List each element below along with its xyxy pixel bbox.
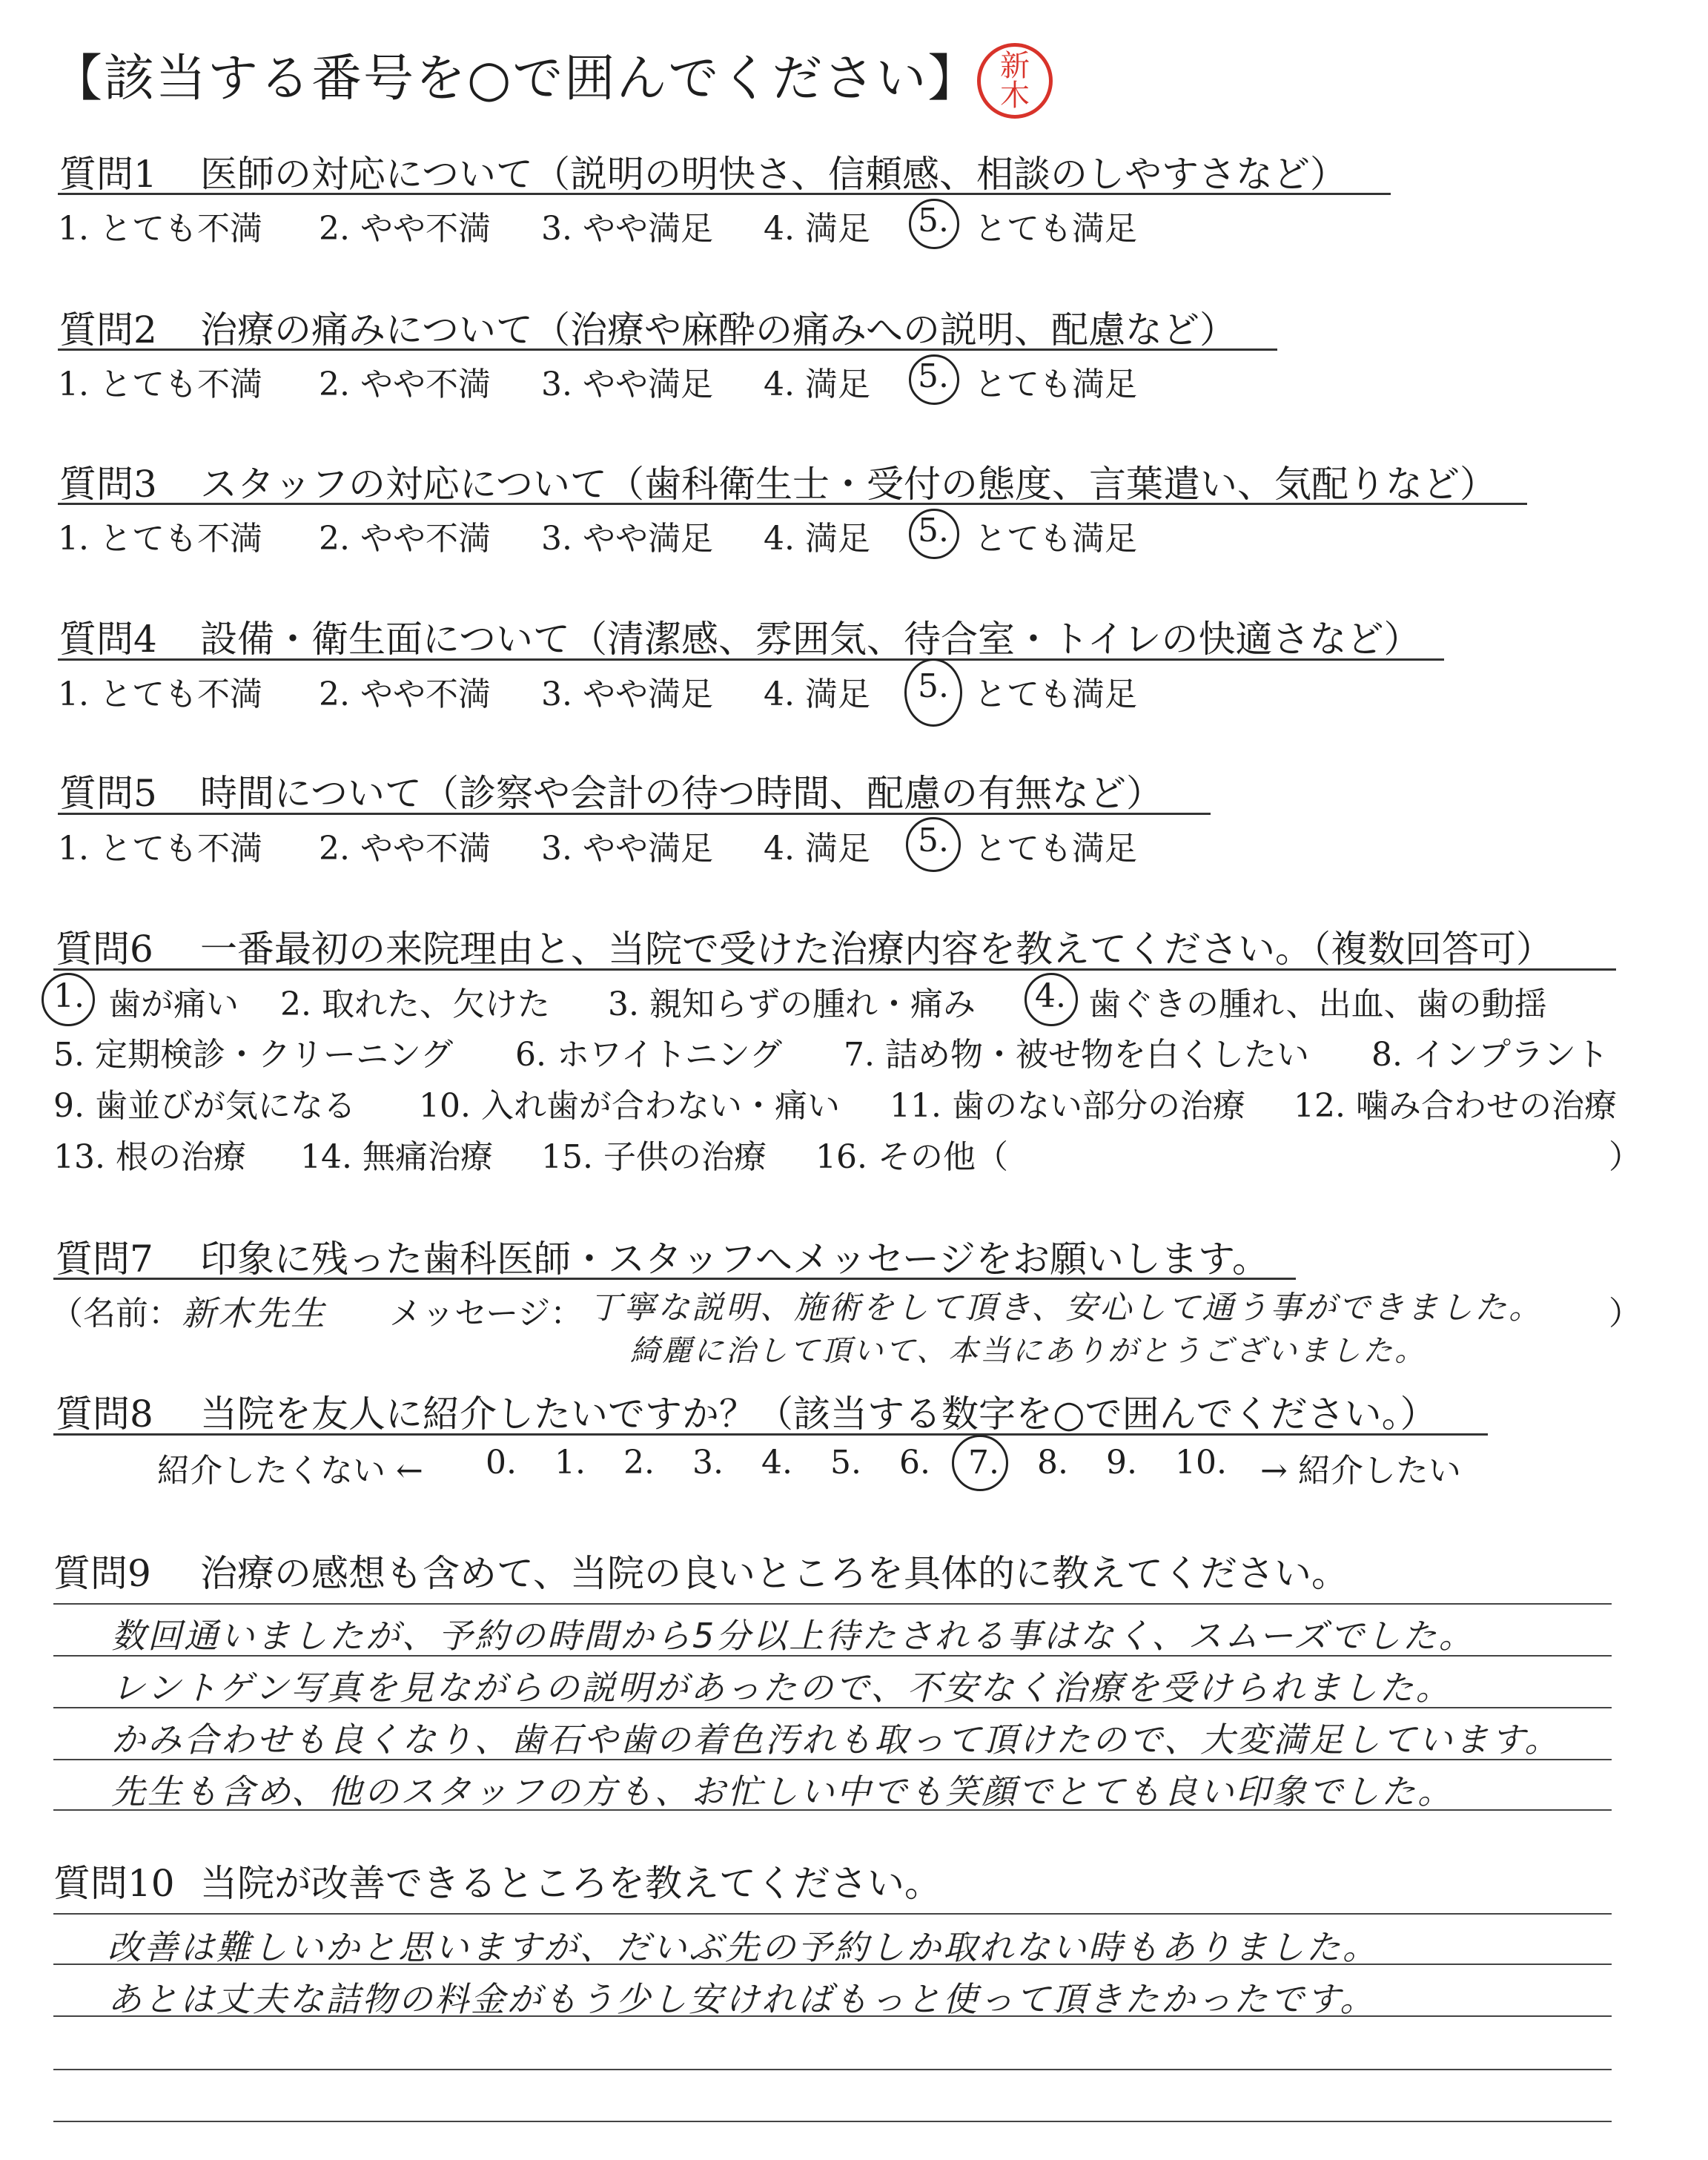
q8-scale-5[interactable]: 5. bbox=[830, 1444, 861, 1482]
q8-scale-8[interactable]: 8. bbox=[1037, 1444, 1068, 1482]
q6-opt12[interactable]: 12. 噛み合わせの治療 bbox=[1294, 1087, 1617, 1125]
q1-opt1[interactable]: 1. とても不満 bbox=[58, 210, 262, 248]
q2-opt5[interactable]: 5. bbox=[918, 357, 949, 395]
q6-label: 質問6 bbox=[56, 928, 153, 971]
q9-answer-1[interactable]: 数回通いましたが、予約の時間から5分以上待たされる事はなく、スムーズでした。 bbox=[111, 1616, 1475, 1656]
q4-opt1[interactable]: 1. とても不満 bbox=[58, 676, 262, 713]
seal-stamp bbox=[977, 43, 1053, 119]
q5-selected-circle bbox=[906, 817, 961, 872]
q7-label: 質問7 bbox=[56, 1238, 153, 1281]
q6-opt7[interactable]: 7. 詰め物・被せ物を白くしたい bbox=[844, 1036, 1309, 1074]
q4-opt2[interactable]: 2. やや不満 bbox=[319, 676, 491, 713]
q3-opt3[interactable]: 3. やや満足 bbox=[541, 520, 713, 558]
q8-scale-0[interactable]: 0. bbox=[486, 1444, 517, 1482]
q7-name-value[interactable]: 新木先生 bbox=[182, 1293, 327, 1333]
q6-opt14[interactable]: 14. 無痛治療 bbox=[300, 1138, 493, 1176]
q4-opt3[interactable]: 3. やや満足 bbox=[541, 676, 713, 713]
q2-opt1[interactable]: 1. とても不満 bbox=[58, 366, 262, 403]
q6-text: 一番最初の来院理由と、当院で受けた治療内容を教えてください。（複数回答可） bbox=[200, 928, 1553, 971]
q6-opt6[interactable]: 6. ホワイトニング bbox=[515, 1036, 783, 1074]
q4-label: 質問4 bbox=[59, 618, 157, 661]
q7-text: 印象に残った歯科医師・スタッフへメッセージをお願いします。 bbox=[200, 1238, 1269, 1281]
q2-opt5-label: とても満足 bbox=[974, 366, 1137, 403]
q7-message-line1[interactable]: 丁寧な説明、施術をして頂き、安心して通う事ができました。 bbox=[589, 1289, 1543, 1327]
q5-opt5[interactable]: 5. bbox=[918, 822, 949, 859]
q8-right-label: → 紹介したい bbox=[1260, 1452, 1461, 1490]
q1-selected-circle bbox=[909, 199, 959, 249]
q10-answer-2[interactable]: あとは丈夫な詰物の料金がもう少し安ければもっと使って頂きたかったです。 bbox=[107, 1979, 1377, 2019]
q8-scale-7[interactable]: 7. bbox=[968, 1444, 999, 1482]
q2-opt4[interactable]: 4. 満足 bbox=[764, 366, 870, 403]
q1-label: 質問1 bbox=[59, 153, 157, 196]
q4-opt5-label: とても満足 bbox=[974, 676, 1137, 713]
q6-opt16-close: ） bbox=[1609, 1138, 1641, 1176]
q8-scale-9[interactable]: 9. bbox=[1106, 1444, 1137, 1482]
q9-answer-2[interactable]: レントゲン写真を見ながらの説明があったので、不安なく治療を受けられました。 bbox=[111, 1668, 1452, 1708]
q2-opt2[interactable]: 2. やや不満 bbox=[319, 366, 491, 403]
q5-opt2[interactable]: 2. やや不満 bbox=[319, 830, 491, 868]
q5-opt1[interactable]: 1. とても不満 bbox=[58, 830, 262, 868]
q6-opt5[interactable]: 5. 定期検診・クリーニング bbox=[53, 1036, 454, 1074]
q5-text: 時間について（診察や会計の待つ時間、配慮の有無など） bbox=[200, 772, 1163, 815]
q8-label: 質問8 bbox=[56, 1393, 153, 1436]
q10-label: 質問10 bbox=[53, 1862, 175, 1905]
q3-opt5[interactable]: 5. bbox=[918, 512, 949, 549]
q6-opt15[interactable]: 15. 子供の治療 bbox=[541, 1138, 767, 1176]
q3-opt5-label: とても満足 bbox=[974, 520, 1137, 558]
q4-opt5[interactable]: 5. bbox=[918, 667, 949, 705]
q6-opt4-label: 歯ぐきの腫れ、出血、歯の動揺 bbox=[1088, 985, 1547, 1023]
q5-opt5-label: とても満足 bbox=[974, 830, 1137, 868]
q7-message-line2[interactable]: 綺麗に治して頂いて、本当にありがとうございました。 bbox=[630, 1334, 1427, 1368]
q1-opt2[interactable]: 2. やや不満 bbox=[319, 210, 491, 248]
q5-label: 質問5 bbox=[59, 772, 157, 815]
q4-selected-circle bbox=[904, 658, 962, 727]
q6-opt9[interactable]: 9. 歯並びが気になる bbox=[53, 1087, 356, 1125]
q6-opt1[interactable]: 1. bbox=[53, 977, 85, 1015]
q3-opt4[interactable]: 4. 満足 bbox=[764, 520, 870, 558]
stamp-top: 新 bbox=[1000, 49, 1030, 83]
q8-text: 当院を友人に紹介したいですか？（該当する数字を○で囲んでください。） bbox=[200, 1393, 1437, 1436]
q8-scale-4[interactable]: 4. bbox=[761, 1444, 792, 1482]
q6-opt3[interactable]: 3. 親知らずの腫れ・痛み bbox=[608, 985, 976, 1023]
q10-answer-1[interactable]: 改善は難しいかと思いますが、だいぶ先の予約しか取れない時もありました。 bbox=[107, 1927, 1379, 1967]
stamp-bottom: 木 bbox=[1000, 79, 1030, 113]
q5-opt4[interactable]: 4. 満足 bbox=[764, 830, 870, 868]
q2-opt3[interactable]: 3. やや満足 bbox=[541, 366, 713, 403]
q1-opt5[interactable]: 5. bbox=[918, 202, 949, 240]
q6-opt8[interactable]: 8. インプラント bbox=[1371, 1036, 1609, 1074]
q5-opt3[interactable]: 3. やや満足 bbox=[541, 830, 713, 868]
q6-opt10[interactable]: 10. 入れ歯が合わない・痛い bbox=[419, 1087, 840, 1125]
q3-label: 質問3 bbox=[59, 463, 157, 506]
q3-opt1[interactable]: 1. とても不満 bbox=[58, 520, 262, 558]
q6-opt4[interactable]: 4. bbox=[1035, 977, 1066, 1015]
q4-text: 設備・衛生面について（清潔感、雰囲気、待合室・トイレの快適さなど） bbox=[200, 618, 1421, 661]
q6-opt16[interactable]: 16. その他（ bbox=[815, 1138, 1008, 1176]
q8-scale-3[interactable]: 3. bbox=[692, 1444, 724, 1482]
q8-selected-circle bbox=[952, 1435, 1008, 1491]
q6-opt1-label: 歯が痛い bbox=[108, 985, 239, 1023]
q2-selected-circle bbox=[909, 354, 959, 405]
q9-answer-3[interactable]: かみ合わせも良くなり、歯石や歯の着色汚れも取って頂けたので、大変満足しています。 bbox=[111, 1720, 1561, 1760]
q8-scale-10[interactable]: 10. bbox=[1175, 1444, 1227, 1482]
q10-text: 当院が改善できるところを教えてください。 bbox=[200, 1862, 941, 1905]
page-title: 【該当する番号を○で囲んでください】 bbox=[52, 50, 980, 108]
q7-close: ） bbox=[1609, 1295, 1641, 1332]
q7-message-label: メッセージ： bbox=[389, 1295, 583, 1332]
q4-opt4[interactable]: 4. 満足 bbox=[764, 676, 870, 713]
q8-left-label: 紹介したくない ← bbox=[157, 1452, 423, 1490]
q6-opt2[interactable]: 2. 取れた、欠けた bbox=[280, 985, 550, 1023]
q8-scale-2[interactable]: 2. bbox=[623, 1444, 655, 1482]
q3-selected-circle bbox=[909, 509, 959, 559]
q9-text: 治療の感想も含めて、当院の良いところを具体的に教えてください。 bbox=[200, 1552, 1348, 1595]
q9-label: 質問9 bbox=[53, 1552, 151, 1595]
q1-opt4[interactable]: 4. 満足 bbox=[764, 210, 870, 248]
q1-opt3[interactable]: 3. やや満足 bbox=[541, 210, 713, 248]
q1-text: 医師の対応について（説明の明快さ、信頼感、相談のしやすさなど） bbox=[200, 153, 1347, 196]
q8-scale-6[interactable]: 6. bbox=[899, 1444, 930, 1482]
q3-opt2[interactable]: 2. やや不満 bbox=[319, 520, 491, 558]
q3-text: スタッフの対応について（歯科衛生士・受付の態度、言葉遣い、気配りなど） bbox=[200, 463, 1497, 506]
q2-text: 治療の痛みについて（治療や麻酔の痛みへの説明、配慮など） bbox=[200, 308, 1237, 351]
q6-opt13[interactable]: 13. 根の治療 bbox=[53, 1138, 246, 1176]
q9-answer-4[interactable]: 先生も含め、他のスタッフの方も、お忙しい中でも笑顔でとても良い印象でした。 bbox=[111, 1771, 1454, 1811]
q2-label: 質問2 bbox=[59, 308, 157, 351]
q1-opt5-label: とても満足 bbox=[974, 210, 1137, 248]
q8-scale-1[interactable]: 1. bbox=[555, 1444, 586, 1482]
q7-name-label: （名前： bbox=[50, 1295, 181, 1332]
q6-opt11[interactable]: 11. 歯のない部分の治療 bbox=[890, 1087, 1245, 1125]
